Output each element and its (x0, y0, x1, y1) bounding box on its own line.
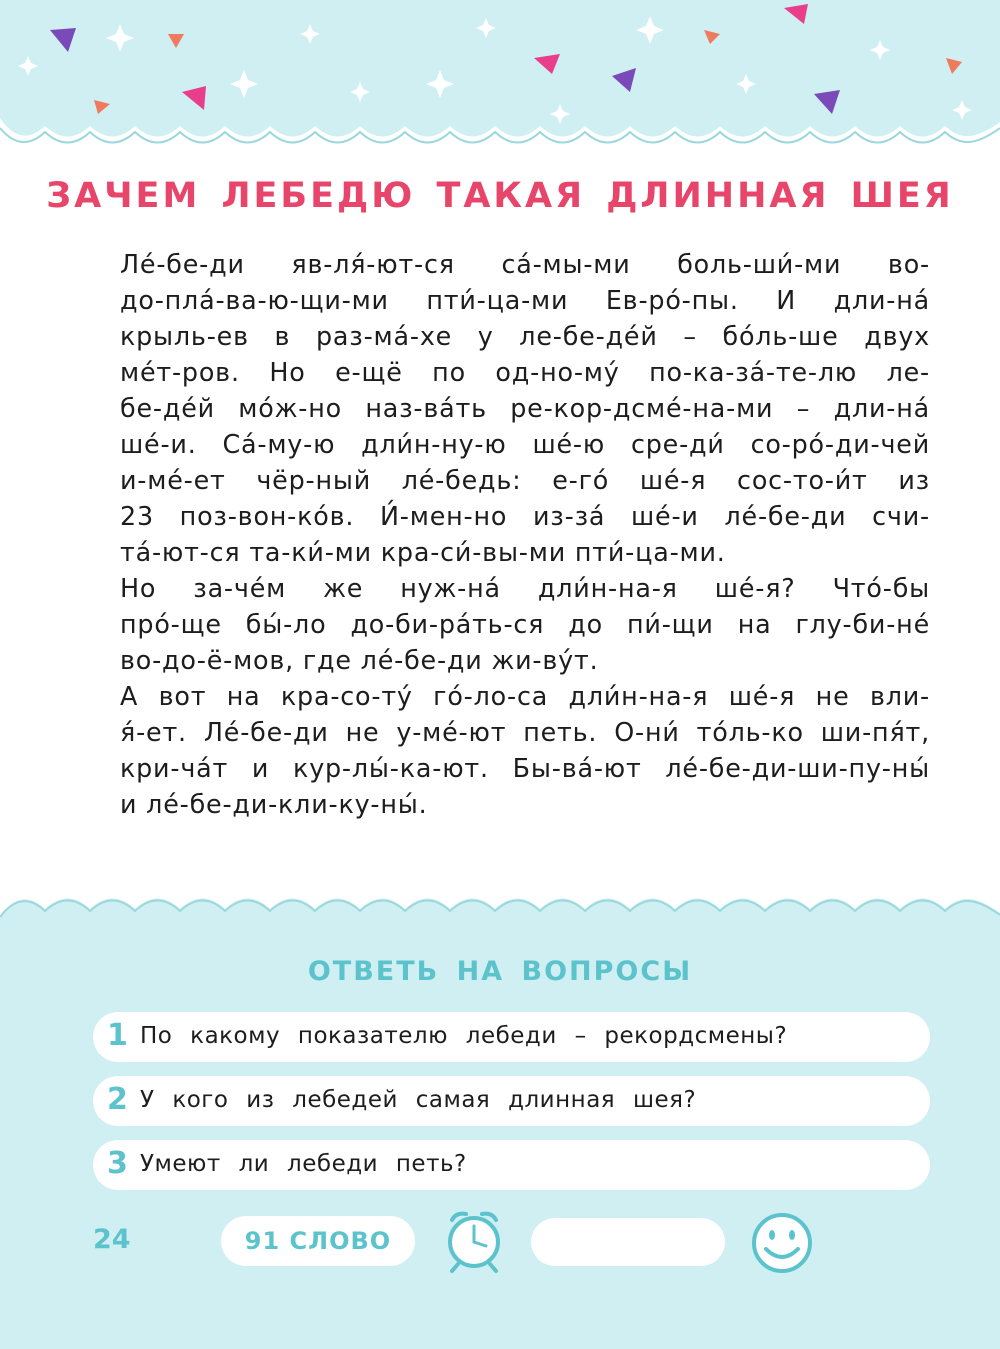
question-number: 3 (107, 1146, 128, 1181)
text-line: про́-ще бы́-ло до-би-ра́ть-ся до пи́-щи на глу-би-не́ (120, 609, 930, 639)
confetti-decoration (0, 0, 1000, 150)
smiley-face-icon (750, 1211, 814, 1275)
text-line: крыль-ев в раз-ма́-хе у ле-бе-де́й – бо́ль-ше двух (120, 321, 930, 351)
text-line: и ле́-бе-ди-кли-ку-ны́. (120, 789, 428, 819)
question-number: 2 (107, 1082, 128, 1117)
text-line: бе-де́й мо́ж-но наз-ва́ть ре-кор-дсме́-на-ми – дли-на́ (120, 393, 930, 423)
pink-triangle-icon (784, 4, 808, 24)
paragraph-1 (94, 246, 930, 570)
text-line: я́-ет. Ле́-бе-ди не у-ме́-ют петь. О-ни́ то́ль-ко ши-пя́т, (120, 717, 930, 747)
text-line: та́-ют-ся та-ки́-ми кра-си́-вы-ми пти́-ца-ми. (120, 537, 726, 567)
orange-triangle-icon (94, 100, 110, 114)
question-text: По какому показателю лебеди – рекордсмены? (140, 1023, 788, 1049)
text-line: ше́-и. Са́-му-ю дли́н-ну-ю ше́-ю сре-ди́ со-ро́-ди-чей (120, 429, 930, 459)
top-decorative-band (0, 0, 1000, 140)
text-line: 23 поз-вон-ко́в. И́-мен-но из-за́ ше́-и ле́-бе-ди счи- (120, 501, 930, 531)
text-line: до-пла́-ва-ю-щи-ми пти́-ца-ми Ев-ро́-пы. И дли-на́ (120, 285, 930, 315)
text-line: Но за-че́м же нуж-на́ дли́н-на-я ше́-я? Что́-бы (120, 573, 930, 603)
text-line: во-до-ё-мов, где ле́-бе-ди жи-ву́т. (120, 645, 599, 675)
question-text: Умеют ли лебеди петь? (140, 1151, 467, 1177)
page-title: ЗАЧЕМ ЛЕБЕДЮ ТАКАЯ ДЛИННАЯ ШЕЯ (46, 176, 954, 216)
text-line: кри-ча́т и кур-лы́-ка-ют. Бы-ва́-ют ле́-бе-ди-ши-пу-ны́ (120, 753, 930, 783)
text-line: ме́т-ров. Но е-щё по од-но-му́ по-ка-за́-те-лю ле- (120, 357, 930, 387)
paragraph-2 (94, 570, 930, 678)
text-line: и-ме́-ет чёр-ный ле́-бедь: е-го́ ше́-я сос-то-и́т из (120, 465, 930, 495)
purple-triangle-icon (814, 90, 840, 114)
purple-triangle-icon (50, 28, 76, 52)
text-line: А вот на кра-со-ту́ го́-ло-са дли́н-на-я ше́-я не вли- (120, 681, 930, 711)
page-number: 24 (93, 1224, 131, 1255)
question-3 (93, 1140, 930, 1190)
pink-triangle-icon (534, 54, 560, 74)
article-text (94, 246, 930, 822)
question-1 (93, 1012, 930, 1062)
orange-triangle-icon (946, 58, 962, 74)
purple-triangle-icon (612, 68, 636, 92)
pink-triangle-icon (182, 86, 206, 110)
word-count: 91 СЛОВО (244, 1227, 392, 1255)
text-line: Ле́-бе-ди яв-ля́-ют-ся са́-мы-ми боль-ши́-ми во- (120, 249, 930, 279)
scallop-edge (0, 118, 1000, 150)
orange-triangle-icon (704, 30, 720, 44)
alarm-clock-icon (442, 1208, 506, 1274)
orange-triangle-icon (168, 34, 184, 48)
question-number: 1 (107, 1018, 128, 1053)
question-text: У кого из лебедей самая длинная шея? (140, 1087, 697, 1113)
questions-title: ОТВЕТЬ НА ВОПРОСЫ (307, 956, 693, 987)
paragraph-3 (94, 678, 930, 822)
word-count-badge (221, 1216, 415, 1266)
reading-time-field[interactable] (531, 1218, 725, 1266)
question-2 (93, 1076, 930, 1126)
